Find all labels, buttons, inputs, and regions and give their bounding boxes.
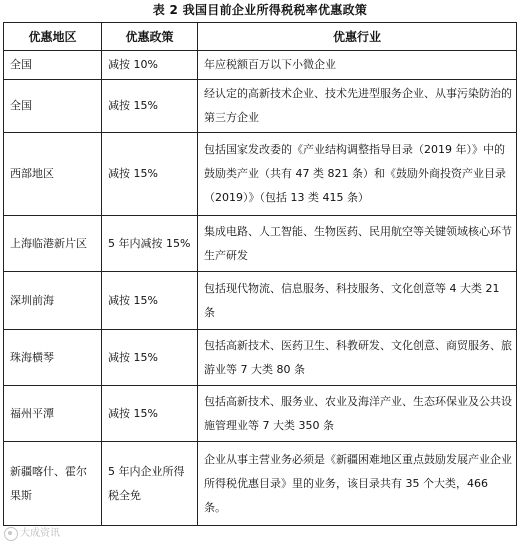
cell-region: 上海临港新片区 <box>4 216 102 272</box>
cell-region: 新疆喀什、霍尔果斯 <box>4 442 102 526</box>
cell-industry: 包括国家发改委的《产业结构调整指导目录（2019 年）》中的鼓励类产业（共有 47 类 821 条）和《鼓励外商投资产业目录（2019）》（包括 13 类 415 条） <box>198 133 517 216</box>
cell-policy: 减按 15% <box>102 272 198 330</box>
cell-policy: 减按 15% <box>102 80 198 133</box>
watermark-text: 大成资讯 <box>20 528 60 539</box>
table-title: 表 2 我国目前企业所得税税率优惠政策 <box>152 3 368 17</box>
cell-industry: 集成电路、人工智能、生物医药、民用航空等关键领域核心环节生产研发 <box>198 216 517 272</box>
cell-industry: 包括高新技术、服务业、农业及海洋产业、生态环保业及公共设施管理业等 7 大类 350 条 <box>198 386 517 442</box>
cell-region: 西部地区 <box>4 133 102 216</box>
cell-industry: 包括现代物流、信息服务、科技服务、文化创意等 4 大类 21 条 <box>198 272 517 330</box>
tax-policy-table <box>3 22 517 526</box>
cell-region: 深圳前海 <box>4 272 102 330</box>
cell-region: 全国 <box>4 51 102 80</box>
cell-policy: 5 年内企业所得税全免 <box>102 442 198 526</box>
cell-region: 全国 <box>4 80 102 133</box>
header-region: 优惠地区 <box>4 23 102 51</box>
cell-policy: 减按 10% <box>102 51 198 80</box>
table-row <box>4 216 517 272</box>
watermark-logo-icon <box>4 527 18 541</box>
cell-industry: 年应税额百万以下小微企业 <box>198 51 517 80</box>
header-industry: 优惠行业 <box>198 23 517 51</box>
cell-region: 珠海横琴 <box>4 330 102 386</box>
cell-region: 福州平潭 <box>4 386 102 442</box>
cell-industry: 经认定的高新技术企业、技术先进型服务企业、从事污染防治的第三方企业 <box>198 80 517 133</box>
cell-industry: 企业从事主营业务必须是《新疆困难地区重点鼓励发展产业企业所得税优惠目录》里的业务，该目录共有 35 个大类，466 条。 <box>198 442 517 526</box>
table-row <box>4 51 517 80</box>
table-row <box>4 80 517 133</box>
table-header-row <box>4 23 517 51</box>
watermark <box>4 527 60 541</box>
cell-industry: 包括高新技术、医药卫生、科教研发、文化创意、商贸服务、旅游业等 7 大类 80 条 <box>198 330 517 386</box>
table-row <box>4 272 517 330</box>
cell-policy: 减按 15% <box>102 133 198 216</box>
table-row <box>4 330 517 386</box>
table-row <box>4 442 517 526</box>
cell-policy: 5 年内减按 15% <box>102 216 198 272</box>
cell-policy: 减按 15% <box>102 330 198 386</box>
table-row <box>4 386 517 442</box>
cell-policy: 减按 15% <box>102 386 198 442</box>
header-policy: 优惠政策 <box>102 23 198 51</box>
table-row <box>4 133 517 216</box>
